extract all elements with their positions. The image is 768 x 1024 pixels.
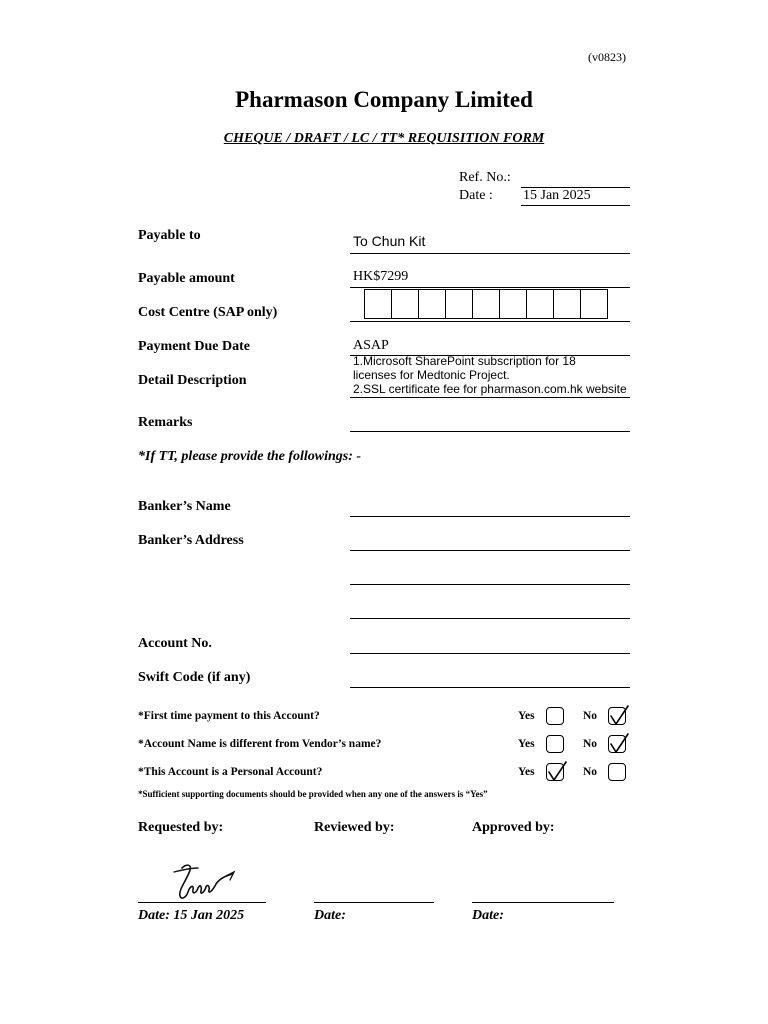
detail-description-line: 1.Microsoft SharePoint subscription for 18	[353, 354, 576, 368]
cost-centre-digit-box	[553, 289, 581, 319]
banker-address-line	[350, 550, 630, 551]
question-first-time-payment: *First time payment to this Account?	[138, 710, 320, 722]
swift-code-line	[350, 687, 630, 688]
ref-no-label: Ref. No.:	[459, 170, 511, 185]
banker-name-line	[350, 516, 630, 517]
swift-code-label: Swift Code (if any)	[138, 670, 251, 685]
approved-by-signature-line	[472, 902, 614, 903]
q2-no-checkbox[interactable]	[608, 735, 626, 753]
question-personal-account: *This Account is a Personal Account?	[138, 766, 323, 778]
q3-no-checkbox[interactable]	[608, 763, 626, 781]
payable-to-label: Payable to	[138, 228, 201, 243]
cost-centre-digit-box	[580, 289, 608, 319]
supporting-documents-footnote: *Sufficient supporting documents should be provided when any one of the answers is “Yes”	[138, 789, 488, 799]
account-no-line	[350, 653, 630, 654]
cost-centre-digit-box	[499, 289, 527, 319]
q1-yes-checkbox[interactable]	[546, 707, 564, 725]
detail-description-line: licenses for Medtonic Project.	[353, 368, 510, 382]
tt-note: *If TT, please provide the followings: -	[138, 449, 362, 464]
q3-yes-checkbox[interactable]	[546, 763, 564, 781]
payable-amount-label: Payable amount	[138, 271, 235, 286]
cost-centre-digit-box	[472, 289, 500, 319]
requester-signature-image	[160, 858, 240, 906]
no-label: No	[583, 710, 598, 722]
reviewed-by-label: Reviewed by:	[314, 820, 395, 835]
remarks-label: Remarks	[138, 415, 193, 430]
payable-amount-line	[350, 287, 630, 288]
yes-label: Yes	[518, 710, 535, 722]
q2-yes-checkbox[interactable]	[546, 735, 564, 753]
detail-description-value	[353, 354, 627, 396]
requested-by-label: Requested by:	[138, 820, 224, 835]
cost-centre-digit-box	[526, 289, 554, 319]
cost-centre-label: Cost Centre (SAP only)	[138, 305, 278, 320]
cost-centre-digit-box	[391, 289, 419, 319]
no-label: No	[583, 738, 598, 750]
remarks-line	[350, 431, 630, 432]
cost-centre-digit-box	[445, 289, 473, 319]
question-account-name-different: *Account Name is different from Vendor’s name?	[138, 738, 382, 750]
form-title: CHEQUE / DRAFT / LC / TT* REQUISITION FORM	[223, 131, 545, 146]
account-no-label: Account No.	[138, 636, 212, 651]
banker-address-line	[350, 584, 630, 585]
date-line	[521, 205, 630, 206]
payable-amount-value: HK$7299	[353, 269, 409, 284]
cost-centre-boxes	[364, 289, 607, 319]
yes-label: Yes	[518, 766, 535, 778]
yes-label: Yes	[518, 738, 535, 750]
form-version: (v0823)	[588, 50, 626, 64]
banker-name-label: Banker’s Name	[138, 499, 231, 514]
banker-address-line	[350, 618, 630, 619]
approved-date-label: Date:	[472, 908, 504, 923]
q1-no-checkbox[interactable]	[608, 707, 626, 725]
payable-to-value: To Chun Kit	[353, 233, 426, 249]
checkmark-icon	[608, 731, 630, 755]
reviewed-by-signature-line	[314, 902, 434, 903]
banker-address-label: Banker’s Address	[138, 533, 244, 548]
cost-centre-digit-box	[418, 289, 446, 319]
no-label: No	[583, 766, 598, 778]
payment-due-date-value: ASAP	[353, 338, 389, 353]
payment-due-date-label: Payment Due Date	[138, 339, 250, 354]
requested-by-signature-line	[138, 902, 266, 903]
cost-centre-line	[350, 321, 630, 322]
date-label: Date :	[459, 188, 493, 203]
requested-date-label: Date: 15 Jan 2025	[138, 908, 245, 923]
checkmark-icon	[608, 703, 630, 727]
cost-centre-digit-box	[364, 289, 392, 319]
date-value: 15 Jan 2025	[523, 188, 591, 203]
payable-to-line	[350, 253, 630, 254]
detail-description-label: Detail Description	[138, 373, 247, 388]
detail-description-line-rule	[350, 397, 630, 398]
company-name: Pharmason Company Limited	[235, 87, 533, 112]
checkmark-icon	[546, 759, 568, 783]
reviewed-date-label: Date:	[314, 908, 346, 923]
detail-description-line: 2.SSL certificate fee for pharmason.com.hk website	[353, 382, 627, 396]
approved-by-label: Approved by:	[472, 820, 555, 835]
